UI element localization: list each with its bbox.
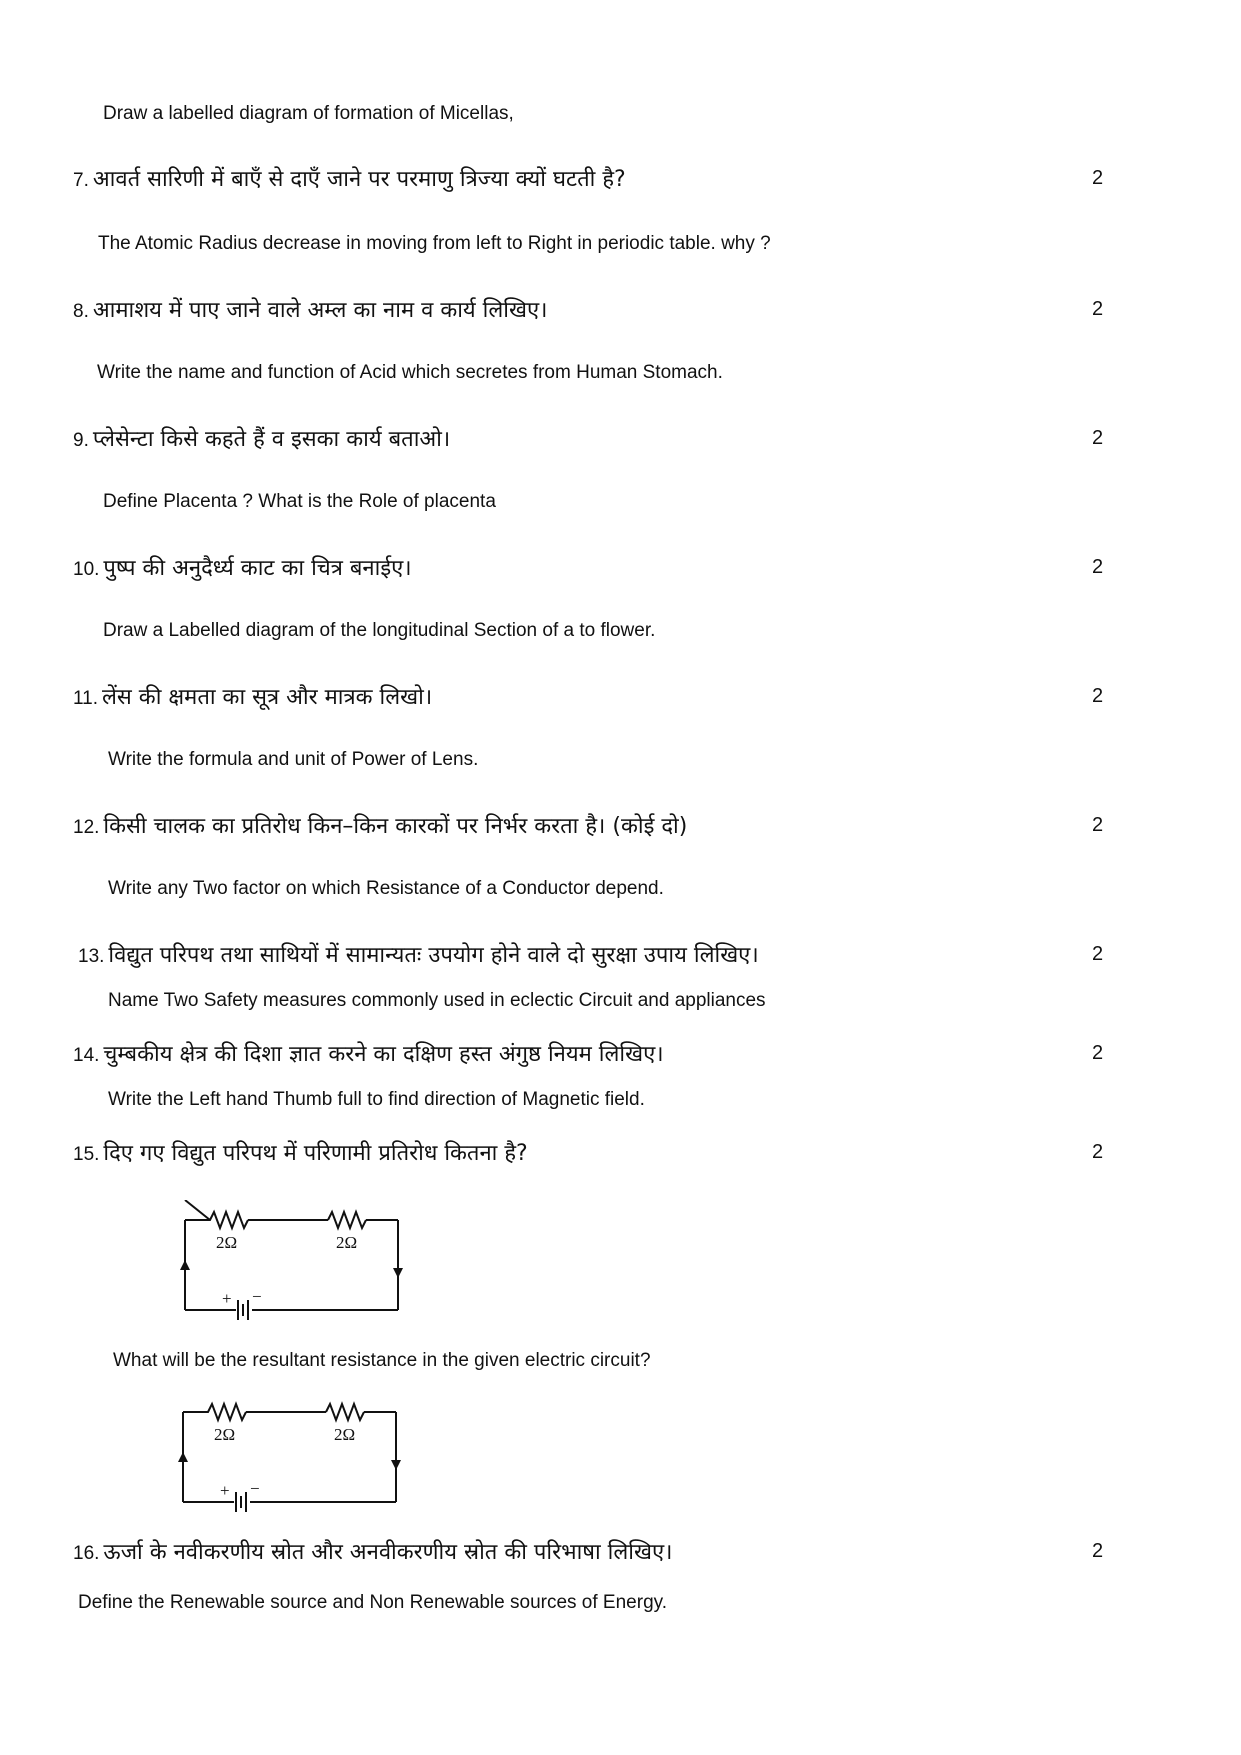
question-7-english: The Atomic Radius decrease in moving from left to Right in periodic table. why ?: [98, 233, 771, 254]
question-15-hindi: [73, 1137, 528, 1167]
question-number: 7.: [73, 170, 89, 191]
question-number: 9.: [73, 430, 89, 451]
question-7-marks: 2: [1092, 167, 1104, 189]
question-text-hindi: ऊर्जा के नवीकरणीय स्रोत और अनवीकरणीय स्रोत की परिभाषा लिखिए।: [103, 1540, 673, 1565]
question-number: 10.: [73, 559, 100, 580]
current-arrow-down-icon: [391, 1460, 401, 1470]
battery-minus-label: −: [250, 1479, 260, 1498]
resistor-1-icon: [183, 1404, 246, 1420]
question-16-hindi: [73, 1536, 673, 1566]
question-text-hindi: विद्युत परिपथ तथा साथियों में सामान्यतः उपयोग होने वाले दो सुरक्षा उपाय लिखिए।: [108, 943, 759, 968]
current-arrow-up-icon: [180, 1260, 190, 1270]
question-number: 15.: [73, 1144, 100, 1165]
resistor-1-label: 2Ω: [214, 1425, 236, 1444]
circuit-diagram-hindi: [170, 1200, 410, 1320]
question-text-hindi: आवर्त सारिणी में बाएँ से दाएँ जाने पर परमाणु त्रिज्या क्यों घटती है?: [92, 167, 626, 192]
question-10-hindi: [73, 552, 412, 582]
question-text-hindi: प्लेसेन्टा किसे कहते हैं व इसका कार्य बताओ।: [92, 427, 451, 452]
resistor-1-icon: [185, 1212, 248, 1228]
question-9-english: Define Placenta ? What is the Role of placenta: [103, 491, 496, 512]
question-10-marks: 2: [1092, 556, 1104, 578]
question-7-hindi: [73, 163, 626, 193]
question-11-english: Write the formula and unit of Power of Lens.: [108, 749, 479, 770]
resistor-2-label: 2Ω: [336, 1233, 358, 1252]
question-13-english: Name Two Safety measures commonly used in eclectic Circuit and appliances: [108, 990, 766, 1011]
resistor-2-label: 2Ω: [334, 1425, 356, 1444]
question-14-marks: 2: [1092, 1042, 1104, 1064]
question-number: 12.: [73, 817, 100, 838]
question-16-marks: 2: [1092, 1540, 1104, 1562]
question-12-marks: 2: [1092, 814, 1104, 836]
question-text-hindi: पुष्प की अनुदैर्ध्य काट का चित्र बनाईए।: [103, 556, 412, 581]
current-arrow-down-icon: [393, 1268, 403, 1278]
resistor-2-icon: [328, 1212, 366, 1228]
question-12-hindi: [73, 810, 687, 840]
question-14-hindi: [73, 1038, 664, 1068]
question-8-english: Write the name and function of Acid which secretes from Human Stomach.: [97, 362, 723, 383]
question-11-marks: 2: [1092, 685, 1104, 707]
question-number: 14.: [73, 1045, 100, 1066]
question-8-marks: 2: [1092, 298, 1104, 320]
resistor-2-icon: [326, 1404, 364, 1420]
question-15-marks: 2: [1092, 1141, 1104, 1163]
intro-text: Draw a labelled diagram of formation of Micellas,: [103, 103, 514, 124]
question-9-marks: 2: [1092, 427, 1104, 449]
battery-plus-label: +: [220, 1481, 230, 1500]
question-16-english: Define the Renewable source and Non Renewable sources of Energy.: [78, 1592, 667, 1613]
question-number: 16.: [73, 1543, 100, 1564]
battery-minus-label: −: [252, 1287, 262, 1306]
current-arrow-up-icon: [178, 1452, 188, 1462]
question-text-hindi: आमाशय में पाए जाने वाले अम्ल का नाम व कार्य लिखिए।: [92, 298, 548, 323]
question-number: 11.: [73, 688, 99, 709]
question-10-english: Draw a Labelled diagram of the longitudinal Section of a to flower.: [103, 620, 656, 641]
question-13-hindi: [78, 939, 759, 969]
question-text-hindi: चुम्बकीय क्षेत्र की दिशा ज्ञात करने का दक्षिण हस्त अंगुष्ठ नियम लिखिए।: [103, 1042, 664, 1067]
question-14-english: Write the Left hand Thumb full to find direction of Magnetic field.: [108, 1089, 645, 1110]
resistor-1-label: 2Ω: [216, 1233, 238, 1252]
question-9-hindi: [73, 423, 450, 453]
question-text-hindi: लेंस की क्षमता का सूत्र और मात्रक लिखो।: [102, 685, 433, 710]
battery-plus-label: +: [222, 1289, 232, 1308]
question-text-hindi: किसी चालक का प्रतिरोध किन–किन कारकों पर निर्भर करता है। (कोई दो): [103, 814, 688, 839]
question-12-english: Write any Two factor on which Resistance of a Conductor depend.: [108, 878, 664, 899]
question-text-hindi: दिए गए विद्युत परिपथ में परिणामी प्रतिरोध कितना है?: [103, 1141, 528, 1166]
question-15-english: What will be the resultant resistance in the given electric circuit?: [113, 1350, 651, 1371]
question-13-marks: 2: [1092, 943, 1104, 965]
circuit-diagram-english: [168, 1392, 408, 1512]
circuit-wire: [185, 1200, 210, 1220]
question-number: 8.: [73, 301, 89, 322]
question-11-hindi: [73, 681, 432, 711]
question-8-hindi: [73, 294, 547, 324]
question-number: 13.: [78, 946, 105, 967]
